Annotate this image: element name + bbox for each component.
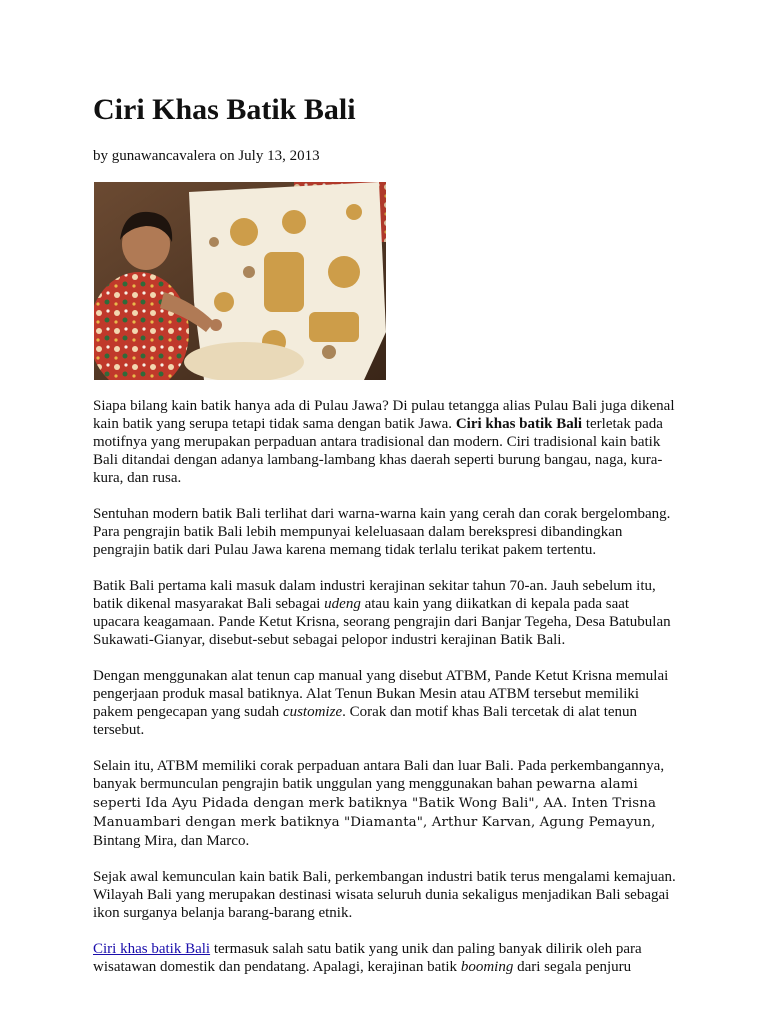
paragraph-5-pasted-text: pewarna alami seperti Ida Ayu Pidada dengan merk batiknya "Batik Wong Bali", AA. Inten Trisna Manuambari dengan merk batiknya "Diamanta", Arthur Karvan, Agung Pemayun, bbox=[93, 777, 657, 830]
paragraph-4-italic: customize bbox=[282, 704, 343, 720]
paragraph-3-italic: udeng bbox=[324, 596, 361, 612]
paragraph-1 bbox=[93, 397, 678, 487]
paragraph-5-text-a: Selain itu, ATBM memiliki corak perpaduan antara Bali dan luar Bali. Pada perkembangannya, banyak bermunculan pengrajin batik unggulan yang menggunakan bahan bbox=[93, 758, 665, 792]
paragraph-1-text-b: terletak pada motifnya yang merupakan perpaduan antara tradisional dan modern. Ciri tradisional kain batik Bali ditandai dengan adanya lambang-lambang khas daerah seperti burung bangau, naga, kura-kura, dan rusa. bbox=[93, 416, 663, 486]
paragraph-1-bold: Ciri khas batik Bali bbox=[455, 416, 583, 432]
paragraph-7 bbox=[93, 940, 678, 976]
paragraph-4 bbox=[93, 667, 678, 739]
paragraph-4-text-b: . Corak dan motif khas Bali tercetak di alat tenun tersebut. bbox=[93, 704, 638, 738]
paragraph-2: Sentuhan modern batik Bali terlihat dari warna-warna kain yang cerah dan corak bergelombang. Para pengrajin batik Bali lebih mempunyai keleluasaan dalam berekspresi dibandingkan pengrajin batik dari Pulau Jawa karena memang tidak terlalu terikat pakem tertentu. bbox=[93, 506, 671, 558]
paragraph-3-text-a: Batik Bali pertama kali masuk dalam industri kerajinan sekitar tahun 70-an. Jauh sebelum itu, batik dikenal masyarakat Bali sebagai bbox=[93, 578, 656, 612]
batik-bali-link[interactable]: Ciri khas batik Bali bbox=[93, 941, 211, 957]
paragraph-5 bbox=[93, 757, 678, 850]
paragraph-7-text-b: dari segala penjuru bbox=[513, 959, 632, 975]
paragraph-5-text-b: Bintang Mira, dan Marco. bbox=[93, 833, 250, 849]
paragraph-1-text-a: Siapa bilang kain batik hanya ada di Pulau Jawa? Di pulau tetangga alias Pulau Bali juga dikenal kain batik yang serupa tetapi tidak sama dengan batik Jawa. bbox=[93, 398, 675, 432]
article-byline: by gunawancavalera on July 13, 2013 bbox=[93, 148, 320, 164]
paragraph-6: Sejak awal kemunculan kain batik Bali, perkembangan industri batik terus mengalami kemajuan. Wilayah Bali yang merupakan destinasi wisata seluruh dunia sekaligus menjadikan Bali sebagai ikon surganya belanja barang-barang etnik. bbox=[93, 869, 676, 921]
article-title: Ciri Khas Batik Bali bbox=[93, 93, 356, 126]
paragraph-4-text-a: Dengan menggunakan alat tenun cap manual yang disebut ATBM, Pande Ketut Krisna memulai pengerjaan produk masal batiknya. Alat Tenun Bukan Mesin atau ATBM tersebut memiliki pakem pengecapan yang sudah bbox=[93, 668, 669, 720]
paragraph-7-text-a: termasuk salah satu batik yang unik dan paling banyak dilirik oleh para wisatawan domestik dan pendatang. Apalagi, kerajinan batik bbox=[93, 941, 642, 975]
paragraph-7-italic: booming bbox=[460, 959, 514, 975]
paragraph-3-text-b: atau kain yang diikatkan di kepala pada saat upacara keagamaan. Pande Ketut Krisna, seorang pengrajin dari Banjar Tegeha, Desa Batubulan Sukawati-Gianyar, disebut-sebut sebagai pelopor industri kerajinan Batik Bali. bbox=[93, 596, 671, 648]
batik-artisan-photo bbox=[94, 182, 386, 380]
article-body bbox=[93, 397, 678, 994]
paragraph-3 bbox=[93, 577, 678, 649]
